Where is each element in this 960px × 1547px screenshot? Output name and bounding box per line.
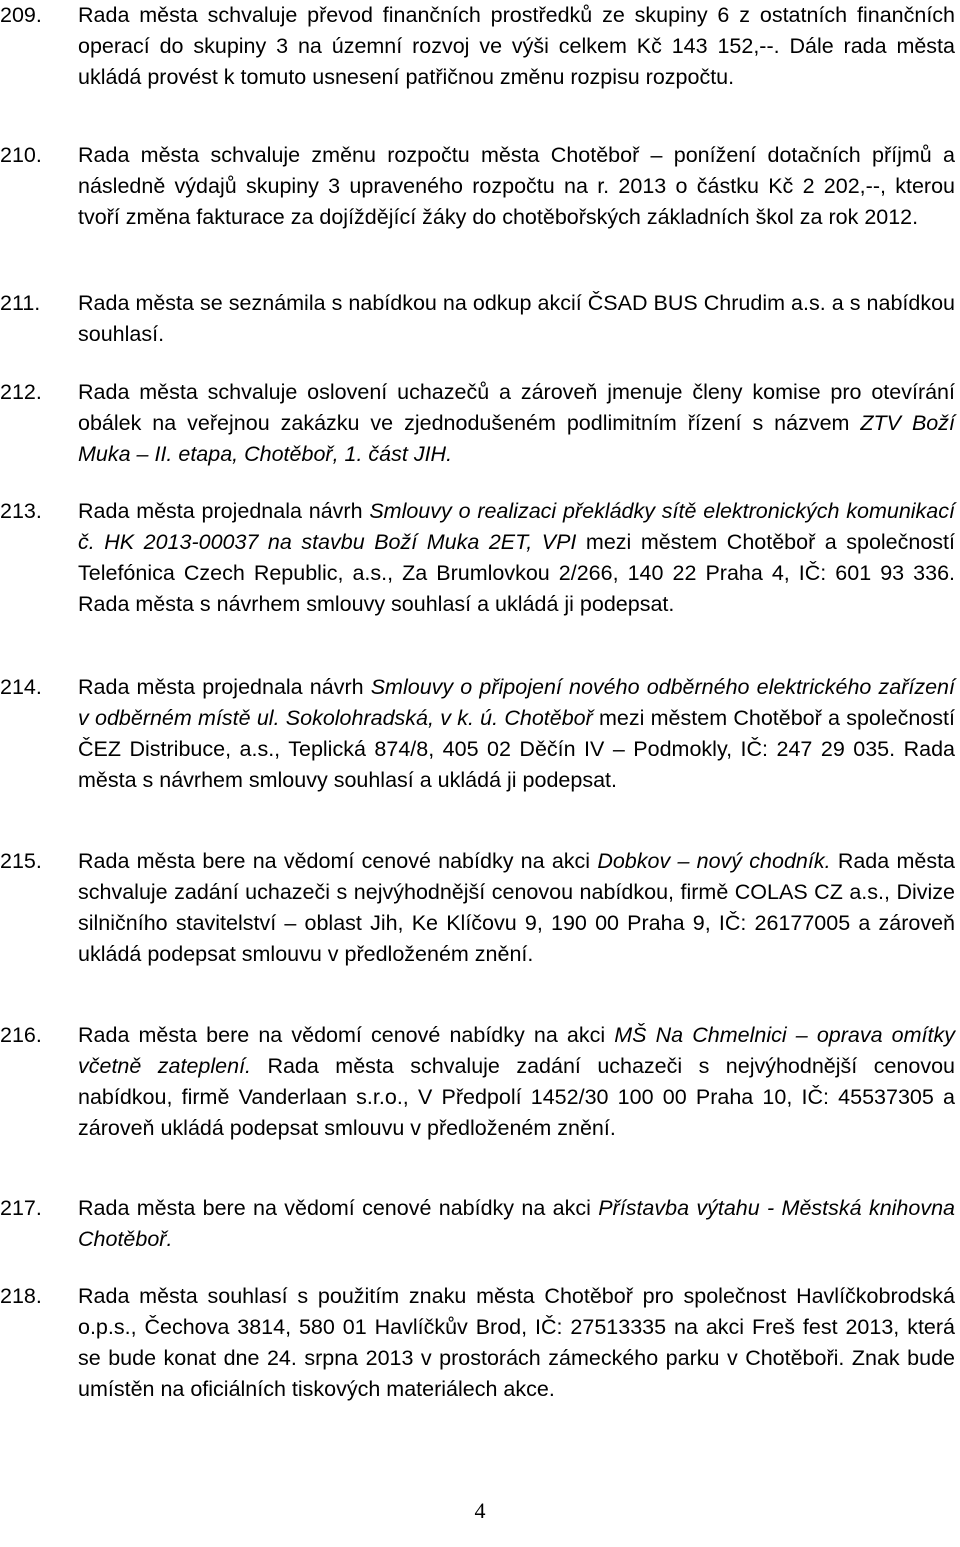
text-segment: Rada města se seznámila s nabídkou na odkup akcií ČSAD BUS Chrudim a.s. a s nabídkou souhlasí. <box>78 291 955 346</box>
italic-text-segment: Smlouvy o připojení nového odběrného elektrického zařízení v odběrném místě ul. Sokolohradská, v k. ú. Chotěboř <box>78 675 955 730</box>
resolution-number: 213. <box>0 499 42 523</box>
text-segment: mezi městem Chotěboř a společností ČEZ Distribuce, a.s., Teplická 874/8, 405 02 Děčín IV – Podmokly, IČ: 247 29 035. Rada města s návrhem smlouvy souhlasí a ukládá ji podepsat. <box>78 706 955 792</box>
resolution-number: 217. <box>0 1196 42 1220</box>
resolution-text <box>78 140 955 233</box>
resolution-number: 215. <box>0 849 42 873</box>
text-segment: Rada města schvaluje zadání uchazeči s nejvýhodnější cenovou nabídkou, firmě COLAS CZ a.s., Divize silničního stavitelství – oblast Jih, Ke Klíčovu 9, 190 00 Praha 9, IČ: 26177005 a zároveň ukládá podepsat smlouvu v předloženém znění. <box>78 849 955 966</box>
italic-text-segment: Smlouvy o realizaci překládky sítě elektronických komunikací č. <box>78 499 955 554</box>
italic-text-segment: HK 2013-00037 na stavbu Boží Muka 2ET, VPI <box>94 530 577 554</box>
italic-text-segment: MŠ Na Chmelnici – oprava omítky včetně zateplení. <box>78 1023 956 1078</box>
resolution-number: 212. <box>0 380 42 404</box>
page-number: 4 <box>474 1498 486 1523</box>
text-segment: Rada města projednala návrh <box>78 499 370 523</box>
resolution-text <box>78 1193 955 1255</box>
resolution-number: 210. <box>0 143 42 167</box>
resolution-text <box>78 496 955 620</box>
resolution-text <box>78 1281 955 1405</box>
text-segment: Rada města bere na vědomí cenové nabídky na akci <box>78 1023 615 1047</box>
resolution-number: 209. <box>0 3 42 27</box>
resolution-text <box>78 846 955 970</box>
resolution-text <box>78 672 955 796</box>
resolution-text <box>78 288 955 350</box>
italic-text-segment: Dobkov – nový chodník. <box>597 849 831 873</box>
text-segment: Rada města projednala návrh <box>78 675 371 699</box>
text-segment: Rada města bere na vědomí cenové nabídky na akci <box>78 849 598 873</box>
text-segment: Rada města schvaluje zadání uchazeči s nejvýhodnější cenovou nabídkou, firmě Vanderlaan s.r.o., V Předpolí 1452/30 100 00 Praha 10, IČ: 45537305 a zároveň ukládá podepsat smlouvu v předloženém znění. <box>78 1054 955 1140</box>
text-segment: Rada města schvaluje změnu rozpočtu města Chotěboř – ponížení dotačních příjmů a následně výdajů skupiny 3 upraveného rozpočtu na r. 2013 o částku Kč 2 202,--, kterou tvoří změna fakturace za dojíždějící žáky do chotěbořských základních škol za rok 2012. <box>78 143 955 229</box>
text-segment: Rada města schvaluje převod finančních prostředků ze skupiny 6 z ostatních finančních operací do skupiny 3 na územní rozvoj ve výši celkem Kč 143 152,--. Dále rada města ukládá provést k tomuto usnesení patřičnou změnu rozpisu rozpočtu. <box>78 3 955 89</box>
resolution-text <box>78 1020 955 1144</box>
italic-text-segment: ZTV Boží Muka – II. etapa, Chotěboř, 1. část JIH. <box>78 411 955 466</box>
text-segment: mezi městem Chotěboř a společností Telefónica Czech Republic, a.s., Za Brumlovkou 2/266, 140 22 Praha 4, IČ: 601 93 336. Rada města s návrhem smlouvy souhlasí a ukládá ji podepsat. <box>78 530 955 616</box>
resolution-text <box>78 0 955 93</box>
text-segment: Rada města bere na vědomí cenové nabídky na akci <box>78 1196 599 1220</box>
resolution-text <box>78 377 955 470</box>
resolution-number: 211. <box>0 291 41 315</box>
resolution-number: 216. <box>0 1023 42 1047</box>
text-segment: Rada města souhlasí s použitím znaku města Chotěboř pro společnost Havlíčkobrodská o.p.s., Čechova 3814, 580 01 Havlíčkův Brod, IČ: 27513335 na akci Freš fest 2013, která se bude konat dne 24. srpna 2013 v prostorách zámeckého parku v Chotěboři. Znak bude umístěn na oficiálních tiskových materiálech akce. <box>78 1284 955 1401</box>
text-segment: Rada města schvaluje oslovení uchazečů a zároveň jmenuje členy komise pro otevírání obálek na veřejnou zakázku ve zjednodušeném podlimitním řízení s názvem <box>78 380 955 435</box>
italic-text-segment: Přístavba výtahu - Městská knihovna Chotěboř. <box>78 1196 956 1251</box>
resolution-number: 218. <box>0 1284 42 1308</box>
resolution-number: 214. <box>0 675 42 699</box>
